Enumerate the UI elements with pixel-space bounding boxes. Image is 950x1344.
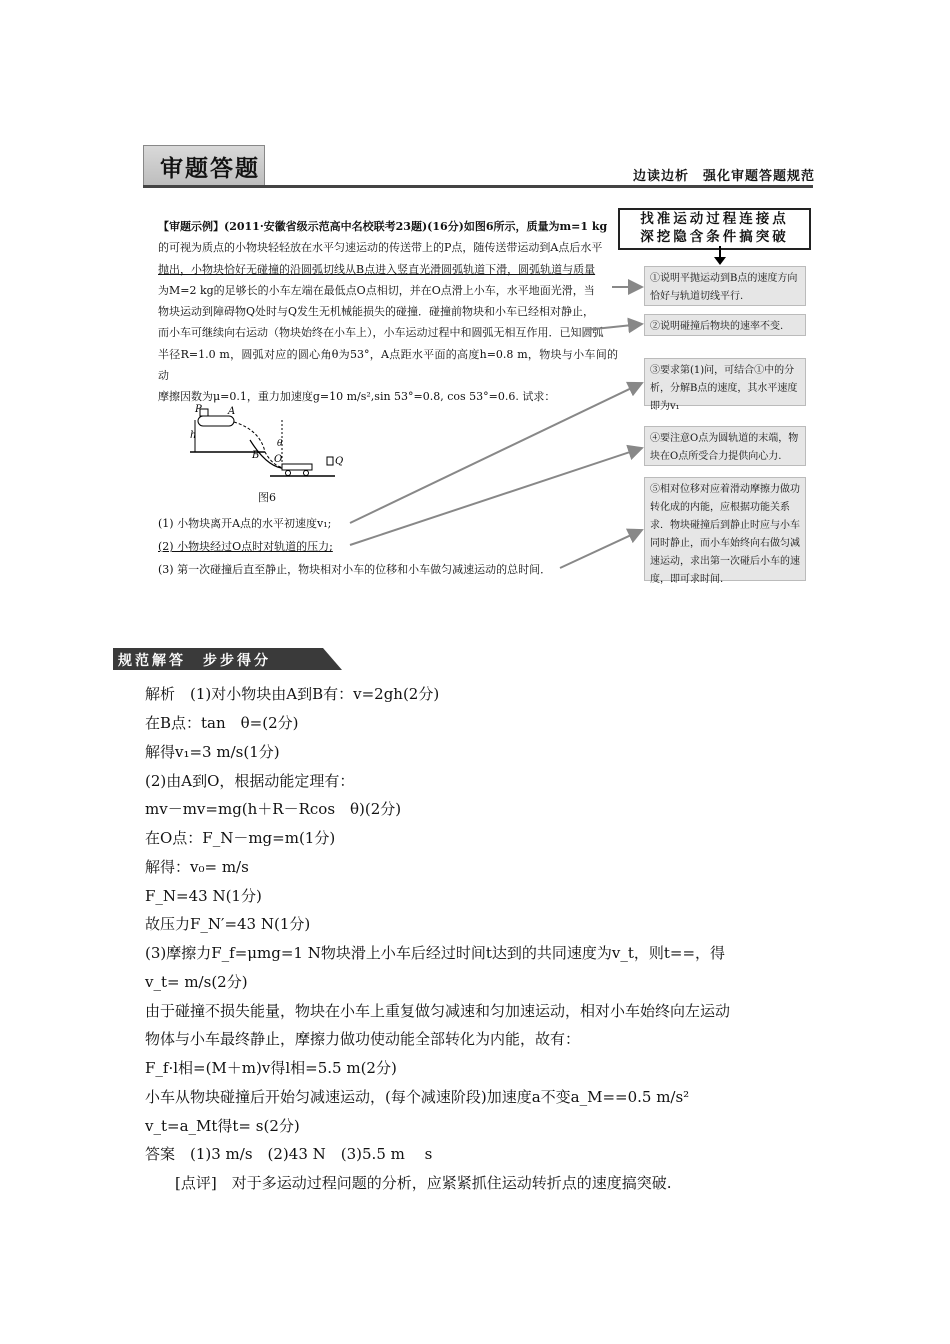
guide-note-1: ①说明平抛运动到B点的速度方向恰好与轨道切线平行. [644, 266, 806, 306]
arrow-2 [585, 324, 642, 330]
guide-note-2: ②说明碰撞后物块的速率不变. [644, 314, 806, 336]
solution-line: (2)由A到O，根据动能定理有： [145, 772, 355, 790]
solution-line: 在B点：tan θ=(2分) [145, 714, 299, 732]
solution-line: 解得：v₀= m/s [145, 858, 249, 876]
arrow-5 [560, 530, 642, 568]
section-subtitle: 边读边析 强化审题答题规范 [632, 169, 815, 184]
guide-note-4: ④要注意O点为圆轨道的末端，物块在O点所受合力提供向心力. [644, 426, 806, 466]
section-title: 审题答题 [160, 156, 260, 182]
problem-line: 【审题示例】(2011·安徽省级示范高中名校联考23题)(16分)如图6所示，质量为m=1 kg [158, 220, 608, 233]
connector-arrows [0, 0, 950, 620]
solution-line: 故压力F_N′=43 N(1分) [145, 915, 311, 933]
label-b: B [252, 450, 260, 461]
arrow-4 [350, 448, 642, 545]
solution-line: 解得v₁=3 m/s(1分) [145, 743, 280, 761]
question-1: (1) 小物块离开A点的水平初速度v₁; [158, 517, 332, 530]
problem-line: 为M=2 kg的足够长的小车左端在最低点O点相切，并在O点滑上小车，水平地面光滑，当 [158, 283, 595, 297]
solution-line: F_N=43 N(1分) [145, 887, 262, 905]
solution-line: 物体与小车最终静止，摩擦力做功使动能全部转化为内能，故有： [145, 1030, 581, 1048]
guide-note-5: ⑤相对位移对应着滑动摩擦力做功转化成的内能，应根据功能关系求．物块碰撞后到静止时应与小车同时静止，而小车始终向右做匀减速运动，求出第一次碰后小车的速度，即可求时间. [644, 477, 806, 581]
solution-line: v_t=a_Mt得t= s(2分) [145, 1117, 300, 1135]
solution-line: (3)摩擦力F_f=μmg=1 N物块滑上小车后经过时间t达到的共同速度为v_t，则t==，得 [145, 944, 726, 962]
solution-line: mv－mv=mg(h＋R－Rcos θ)(2分) [145, 800, 402, 818]
problem-line: 的可视为质点的小物块轻轻放在水平匀速运动的传送带上的P点，随传送带运动到A点后水平 [158, 241, 603, 255]
problem-line: 而小车可继续向右运动（物块始终在小车上），小车运动过程中和圆弧无相互作用．已知圆弧 [158, 326, 604, 340]
label-q: Q [335, 456, 344, 467]
solution-line: F_f·l相=(M＋m)v得l相=5.5 m(2分) [145, 1059, 397, 1077]
problem-line: 物块运动到障碍物Q处时与Q发生无机械能损失的碰撞．碰撞前物块和小车已经相对静止， [158, 305, 595, 319]
solution-line: v_t= m/s(2分) [145, 973, 248, 991]
comment-line: [点评] 对于多运动过程问题的分析，应紧紧抓住运动转折点的速度搞突破. [145, 1174, 672, 1192]
label-p: P [195, 404, 202, 415]
guide-title-line: 找准运动过程连接点 [640, 211, 789, 227]
problem-line: 抛出，小物块恰好无碰撞的沿圆弧切线从B点进入竖直光滑圆弧轨道下滑，圆弧轨道与质量 [158, 262, 596, 276]
label-o: O [274, 454, 283, 465]
question-2: (2) 小物块经过O点时对轨道的压力; [158, 540, 333, 553]
label-h: h [190, 430, 197, 441]
figure-caption: 图6 [258, 491, 276, 504]
question-3: (3) 第一次碰撞后直至静止，物块相对小车的位移和小车做匀减速运动的总时间． [158, 563, 552, 576]
problem-line: 摩擦因数为μ=0.1，重力加速度g=10 m/s²,sin 53°=0.8, cos 53°=0.6. 试求： [158, 390, 556, 404]
solution-line: 由于碰撞不损失能量，物块在小车上重复做匀减速和匀加速运动，相对小车始终向左运动 [145, 1002, 731, 1020]
problem-line: 半径R=1.0 m，圆弧对应的圆心角θ为53°，A点距水平面的高度h=0.8 m，物块与小车间的动 [158, 347, 618, 383]
arrow-3 [350, 383, 642, 523]
label-a: A [228, 406, 236, 417]
solution-banner-text: 规范解答 步步得分 [118, 653, 271, 669]
guide-title-line: 深挖隐含条件搞突破 [640, 229, 789, 245]
answer-line: 答案 (1)3 m/s (2)43 N (3)5.5 m s [145, 1145, 433, 1163]
label-theta: θ [277, 439, 283, 449]
solution-line: 小车从物块碰撞后开始匀减速运动，(每个减速阶段)加速度a不变a_M==0.5 m/s² [145, 1088, 690, 1106]
guide-note-3: ③要求第(1)问，可结合①中的分析，分解B点的速度，其水平速度即为v₁ [644, 358, 806, 406]
solution-line: 解析 (1)对小物块由A到B有：v=2gh(2分) [145, 685, 440, 703]
solution-line: 在O点：F_N－mg=m(1分) [145, 829, 336, 847]
